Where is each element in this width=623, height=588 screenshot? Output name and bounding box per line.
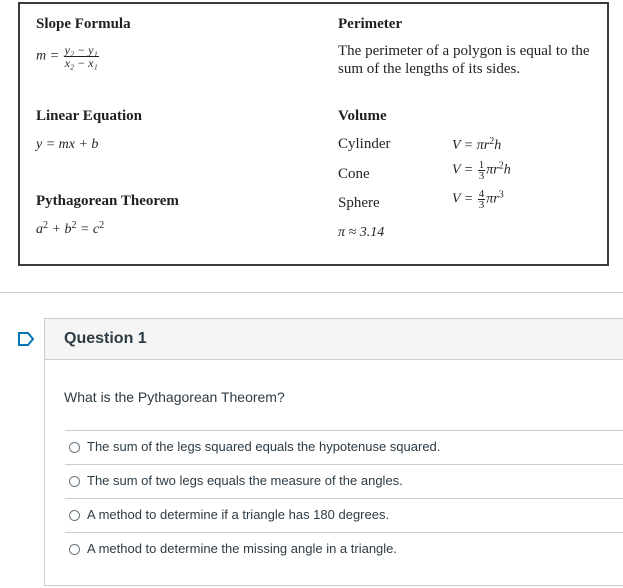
question-text: What is the Pythagorean Theorem? [64,389,285,405]
sphere-exponent: 3 [498,189,504,201]
slope-formula-title: Slope Formula [36,16,131,32]
cylinder-exponent: 2 [489,136,495,147]
pythagorean-formula: $a^2 + b^2 = c^2$ [36,220,105,237]
pythagorean-title: Pythagorean Theorem [36,193,179,209]
sphere-lhs: V = [452,191,474,207]
pythagorean-c: c [92,222,100,237]
radio-icon[interactable] [69,442,80,453]
slope-lhs: m [36,48,47,64]
answer-option[interactable] [65,532,623,566]
pythagorean-b-exponent: 2 [71,220,77,231]
cone-numerator: 1 [478,159,485,171]
answer-label[interactable]: The sum of two legs equals the measure of the angles. [87,473,403,488]
cylinder-formula [452,136,501,154]
section-divider [0,292,623,293]
slope-fraction [64,44,99,69]
pythagorean-a: a [36,222,43,237]
sphere-formula [452,189,504,210]
cone-lhs: V = [452,162,474,178]
question-header [45,319,623,360]
answer-list [65,430,623,566]
answer-option[interactable] [65,498,623,532]
sphere-label: Sphere [338,195,380,211]
pythagorean-c-exponent: 2 [99,220,105,231]
radio-icon[interactable] [69,510,80,521]
cone-tail: h [503,162,511,178]
sphere-numerator: 4 [478,188,485,200]
slope-denominator: x₂ − x₁ [64,56,98,70]
answer-option[interactable] [65,430,623,464]
answer-label[interactable]: The sum of the legs squared equals the hypotenuse squared. [87,439,441,454]
answer-option[interactable] [65,464,623,498]
volume-title: Volume [338,108,387,124]
radio-icon[interactable] [69,544,80,555]
question-card [44,318,623,586]
sphere-fraction [478,189,486,210]
formula-reference-sheet [18,2,609,266]
answer-label[interactable]: A method to determine if a triangle has 180 degrees. [87,507,390,522]
pythagorean-b: b [64,222,72,237]
cone-formula [452,160,511,181]
slope-numerator: y₂ − y₁ [64,43,98,57]
answer-label[interactable]: A method to determine the missing angle in a triangle. [87,541,398,556]
cone-label: Cone [338,166,370,182]
cone-denominator: 3 [478,170,485,182]
sphere-rest: πr [486,191,499,207]
pi-approximation: π ≈ 3.14 [338,225,385,240]
sphere-denominator: 3 [478,199,485,211]
cylinder-label: Cylinder [338,136,391,152]
cylinder-tail: h [494,138,502,153]
question-title: Question 1 [64,330,147,347]
pythagorean-a-exponent: 2 [43,220,48,231]
radio-icon[interactable] [69,476,80,487]
bookmark-flag-icon[interactable] [18,332,34,346]
perimeter-line-2: sum of the lengths of its sides. [338,61,521,77]
perimeter-title: Perimeter [338,16,403,32]
slope-formula: m = $\frac{\text{y₂ − y₁}}{\text{x₂ − x₁}}$ [36,43,98,70]
linear-equation-formula: y = mx + b [36,137,99,152]
cylinder-lhs: V = πr [452,138,490,153]
cone-fraction [478,160,486,181]
cone-rest: πr [486,162,499,178]
cone-exponent: 2 [498,160,504,172]
perimeter-line-1: The perimeter of a polygon is equal to the [338,43,590,59]
linear-equation-title: Linear Equation [36,108,143,124]
